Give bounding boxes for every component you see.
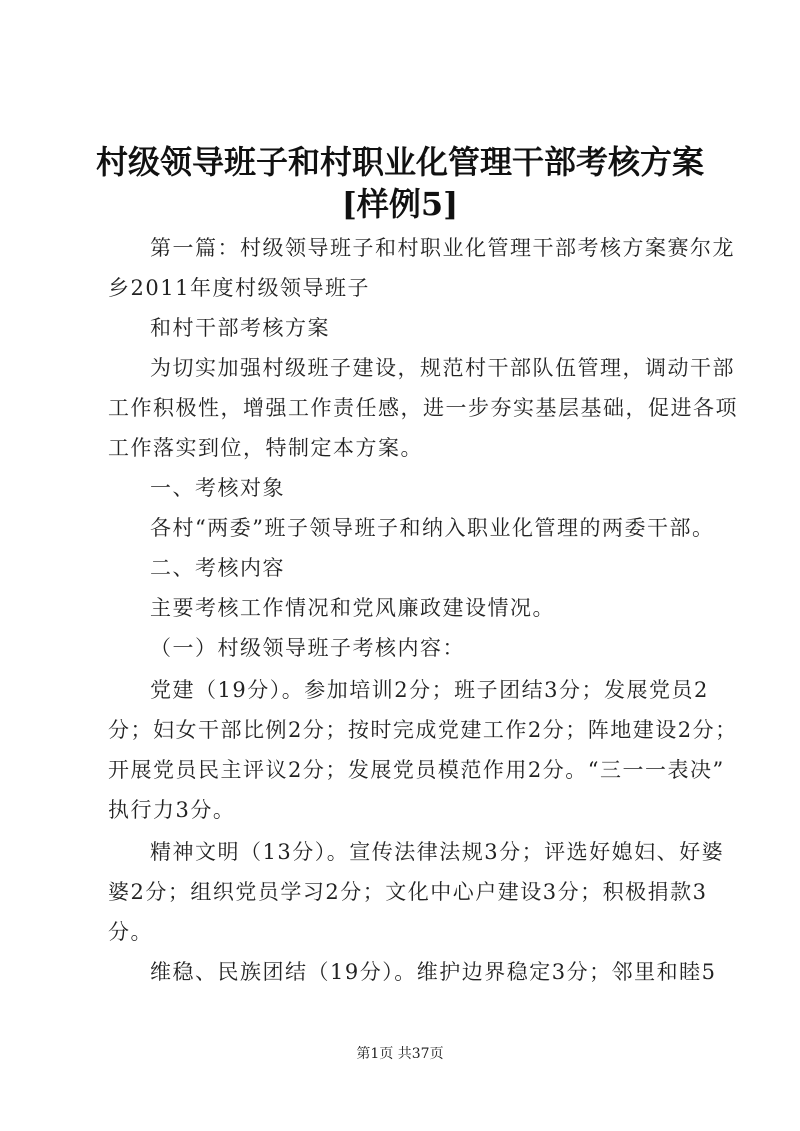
paragraph-line: 工作落实到位，特制定本方案。 bbox=[108, 436, 423, 460]
paragraph-line: 婆2分；组织党员学习2分；文化中心户建设3分；积极捐款3 bbox=[108, 880, 708, 904]
paragraph-line: 工作积极性，增强工作责任感，进一步夯实基层基础，促进各项 bbox=[108, 396, 738, 420]
paragraph-line: 执行力3分。 bbox=[108, 798, 236, 822]
paragraph-line: 各村“两委”班子领导班子和纳入职业化管理的两委干部。 bbox=[150, 516, 715, 540]
paragraph-line: 为切实加强村级班子建设，规范村干部队伍管理，调动干部 bbox=[150, 356, 735, 380]
paragraph-line: 分。 bbox=[108, 920, 153, 944]
paragraph-line: 第一篇：村级领导班子和村职业化管理干部考核方案赛尔龙 bbox=[150, 236, 735, 260]
paragraph-line: 维稳、民族团结（19分）。维护边界稳定3分；邻里和睦5 bbox=[150, 960, 717, 984]
paragraph-line: 分；妇女干部比例2分；按时完成党建工作2分；阵地建设2分； bbox=[108, 718, 738, 742]
section-heading: 一、考核对象 bbox=[150, 476, 285, 500]
paragraph-line: 主要考核工作情况和党风廉政建设情况。 bbox=[150, 596, 555, 620]
paragraph-line: 党建（19分）。参加培训2分；班子团结3分；发展党员2 bbox=[150, 678, 709, 702]
document-title: 村级领导班子和村职业化管理干部考核方案 bbox=[95, 143, 704, 181]
section-heading: 二、考核内容 bbox=[150, 556, 285, 580]
paragraph-line: 和村干部考核方案 bbox=[150, 316, 330, 340]
paragraph-line: 开展党员民主评议2分；发展党员模范作用2分。“三一一表决” bbox=[108, 758, 725, 782]
subsection-heading: （一）村级领导班子考核内容： bbox=[150, 636, 465, 660]
document-title-sample: [样例5] bbox=[341, 185, 459, 223]
paragraph-line: 乡2011年度村级领导班子 bbox=[108, 276, 370, 300]
page-number-footer: 第1页 共37页 bbox=[356, 1046, 444, 1062]
paragraph-line: 精神文明（13分）。宣传法律法规3分；评选好媳妇、好婆 bbox=[150, 840, 725, 864]
